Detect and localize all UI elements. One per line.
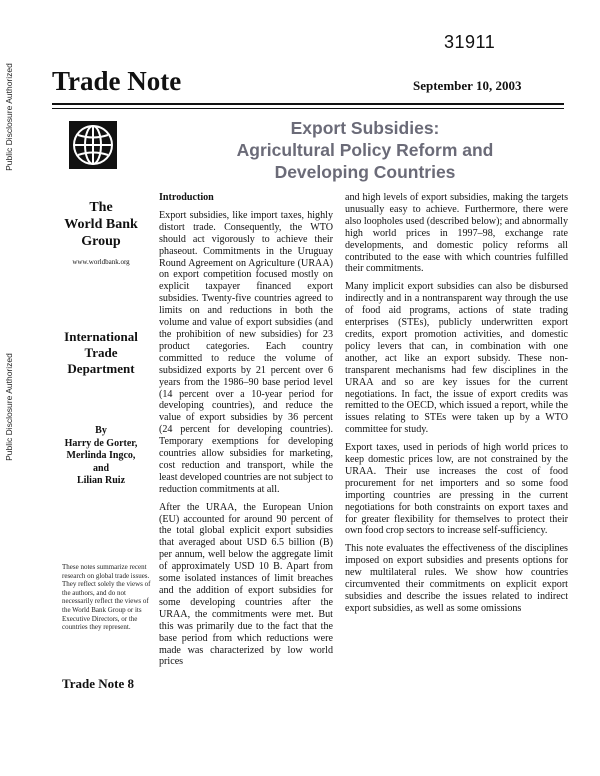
paragraph: This note evaluates the effectiveness of the disciplines imposed on export subsidies and presents options for new multilateral rules. We show how countries circumvented their commitments on explicit export subsidies and describe the issues related to indirect export subsidies, as well as some omissions: [345, 543, 568, 614]
article-title: [160, 117, 570, 183]
header-rule-thin: [52, 108, 564, 109]
disclaimer-text: These notes summarize recent research on global trade issues. They reflect solely the views of the authors, and do not necessarily reflect the views of the World Bank Group or its Executive Directors, or the countries they represent.: [62, 563, 151, 632]
paragraph: Export subsidies, like import taxes, highly distort trade. Consequently, the WTO should act vigorously to achieve their phaseout. Commitments in the Uruguay Round Agreement on Agriculture (URAA) on export competition focused mostly on explicit taxpayer financed export subsidies. Twenty-five countries agreed to limits on and reductions in both the volume and value of export subsidies (and the prohibition of new subsidies) for 23 product categories. Each country committed to reduce the volume of subsidized exports by 21 percent over 6 years from the 1986–90 base period level (14 percent over a 10-year period for developing countries), and reduce the value of export subsidies by 36 percent (24 percent for developing countries). Temporary exemptions for developing countries allow subsidies for marketing, cost reduction and transport, while the least developed countries are not subject to reduction commitments at all.: [159, 209, 333, 495]
paragraph: Export taxes, used in periods of high world prices to keep domestic prices low, are not constrained by the URAA. Their use increases the cost of food procurement for net importers and so some food importing countries are pressing in the current negotiations for both constraints on export taxes and for greater flexibility for themselves to protect their own food crop sectors to increase self-sufficiency.: [345, 442, 568, 537]
title-line: Agricultural Policy Reform and: [236, 140, 494, 160]
disclosure-label: Public Disclosure Authorized: [4, 353, 15, 461]
title-line: Export Subsidies:: [290, 118, 440, 138]
world-bank-logo-icon: [69, 121, 117, 169]
title-line: Developing Countries: [274, 162, 456, 182]
author-list: [52, 425, 150, 488]
org-line: The: [89, 200, 113, 215]
paragraph: After the URAA, the European Union (EU) accounted for around 90 percent of the total global explicit export subsidies that averaged about USD 6.5 billion (B) per annum, well below the aggregate limit of approximately USD 10 B. Apart from some isolated instances of limit breaches and the addition of export subsidies for some developing countries after the URAA, the commitments were met. But this was primarily due to the fact that the base period from which reductions were made was characterized by low world prices: [159, 501, 333, 668]
section-heading: Introduction: [159, 192, 214, 203]
dept-line: International: [64, 329, 138, 344]
author-name: Lilian Ruiz: [76, 475, 126, 486]
paragraph: and high levels of export subsidies, making the targets unusually easy to achieve. Furthermore, there were also loopholes used (described below); and abnormally high world prices in 1997–98, exchange rate developments, and domestic policy reforms all contributed to the ease with which countries fulfilled their commitments.: [345, 192, 568, 275]
body-column-1: [159, 192, 333, 674]
department-name: [52, 329, 150, 377]
dept-line: Trade: [84, 345, 118, 360]
dept-line: Department: [67, 361, 135, 376]
author-conjunction: and: [92, 462, 110, 474]
author-name: Harry de Gorter,: [64, 437, 138, 449]
byline-label: By: [95, 425, 107, 436]
org-line: Group: [81, 234, 121, 249]
org-line: World Bank: [64, 217, 138, 232]
paragraph: Many implicit export subsidies can also be disbursed indirectly and in a nontransparent way through the use of food aid programs, actions of state trading enterprises (STEs), publicly underwritten export credits, export promotion activities, and domestic policy levers that can, in combination with one another, act like an export subsidy. These non-transparent mechanisms had few disciplines in the URAA and so are key issues for the current negotiations. In fact, the issue of export credits was remitted to the OECD, which issued a report, while the issues relating to STEs were taken up by a WTO committee for study.: [345, 281, 568, 436]
organization-name: [52, 199, 150, 250]
document-number: 31911: [444, 32, 496, 52]
author-name: Merlinda Ingco,: [66, 450, 136, 461]
disclosure-stamp-top: [0, 42, 18, 192]
disclosure-stamp-bottom: [0, 332, 18, 482]
header-rule: [52, 103, 564, 105]
organization-url: www.worldbank.org: [72, 258, 130, 266]
trade-note-number: Trade Note 8: [62, 676, 134, 691]
series-title: Trade Note: [52, 66, 182, 96]
body-column-2: [345, 192, 568, 621]
disclosure-label: Public Disclosure Authorized: [4, 63, 15, 171]
publication-date: September 10, 2003: [413, 78, 522, 93]
